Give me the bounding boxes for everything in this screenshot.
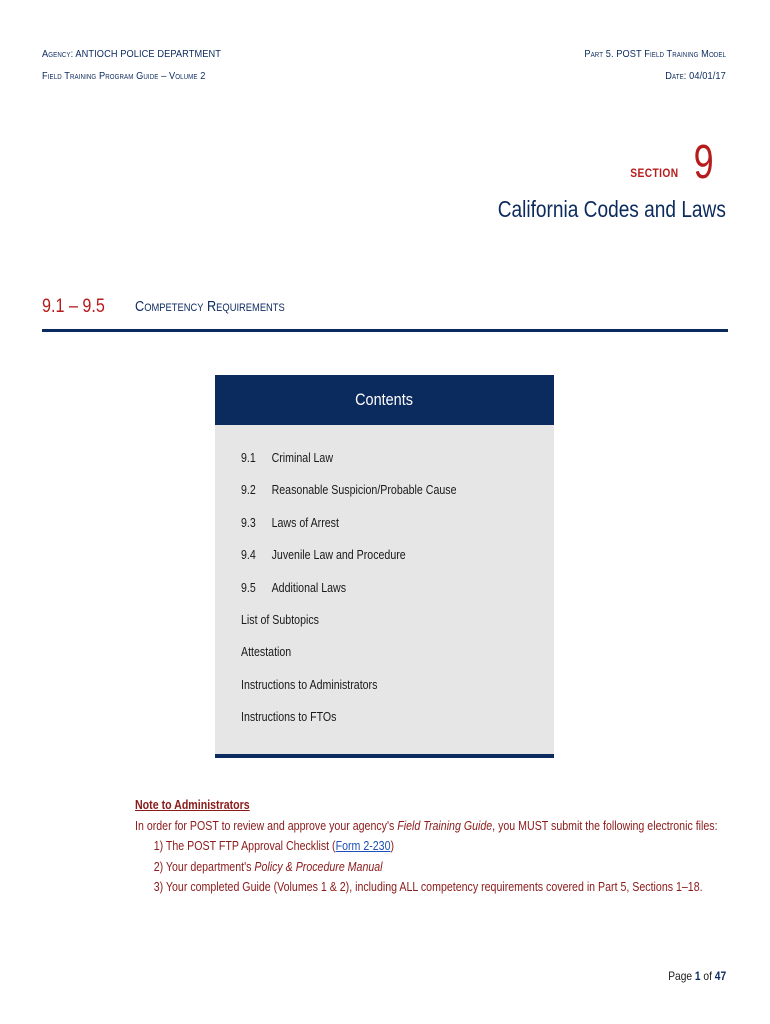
toc-item[interactable]: [241, 516, 554, 548]
note-intro: In order for POST to review and approve your agency's Field Training Guide, you MUST submit the following electronic files:: [135, 818, 718, 833]
competency-heading: [42, 296, 728, 326]
toc-label: Instructions to Administrators: [241, 677, 378, 692]
toc-number: 9.1: [241, 451, 256, 465]
date-label: Date:: [665, 70, 687, 82]
page-footer: [668, 969, 726, 983]
competency-title: Competency Requirements: [135, 298, 285, 315]
toc-label: Additional Laws: [271, 580, 347, 595]
toc-label: Laws of Arrest: [271, 515, 339, 530]
toc-number: 9.3: [241, 515, 256, 530]
competency-range: 9.1 – 9.5: [42, 296, 105, 317]
contents-heading: Contents: [355, 390, 414, 409]
header-agency: [42, 48, 221, 60]
toc-item[interactable]: [241, 451, 554, 483]
toc-number: 9.2: [241, 483, 256, 498]
toc-item[interactable]: [241, 483, 554, 515]
section-title: California Codes and Laws: [497, 196, 726, 222]
contents-header: [215, 375, 554, 425]
toc-label: Instructions to FTOs: [241, 710, 337, 725]
agency-label: Agency:: [42, 48, 74, 60]
header-date: [665, 70, 726, 82]
section-number: 9: [693, 136, 714, 189]
note-item: 2) Your department's Policy & Procedure Manual: [153, 859, 383, 874]
page-total: 47: [714, 969, 726, 983]
date-value: 04/01/17: [689, 70, 726, 82]
toc-label: Attestation: [241, 645, 292, 660]
of-label: of: [703, 969, 712, 983]
toc-number: 9.5: [241, 580, 256, 595]
note-to-administrators: [135, 798, 735, 901]
toc-item[interactable]: [241, 710, 554, 742]
note-item: 1) The POST FTP Approval Checklist (Form 2-230): [153, 839, 395, 853]
section-word: SECTION: [630, 166, 680, 180]
note-file-list: [135, 839, 735, 901]
toc-item[interactable]: [241, 678, 554, 710]
toc-item[interactable]: [241, 548, 554, 580]
toc-label: Criminal Law: [271, 451, 334, 465]
part-title: Part 5. POST Field Training Model: [584, 48, 726, 60]
contents-box: [215, 375, 554, 758]
heading-divider: [42, 329, 728, 332]
page-number: 1: [694, 969, 701, 983]
toc-label: List of Subtopics: [241, 612, 319, 627]
toc-label: Juvenile Law and Procedure: [271, 548, 406, 563]
guide-title: Field Training Program Guide – Volume 2: [42, 70, 206, 82]
toc-label: Reasonable Suspicion/Probable Cause: [271, 483, 457, 498]
toc-item[interactable]: [241, 581, 554, 613]
contents-list: [215, 425, 554, 743]
agency-name: ANTIOCH POLICE DEPARTMENT: [75, 48, 222, 60]
toc-item[interactable]: [241, 645, 554, 677]
page-label: Page: [668, 969, 692, 983]
toc-number: 9.4: [241, 548, 256, 563]
toc-item[interactable]: [241, 613, 554, 645]
note-title: Note to Administrators: [135, 798, 250, 812]
form-link[interactable]: Form 2-230: [335, 839, 391, 853]
section-label: [626, 136, 714, 189]
note-item: 3) Your completed Guide (Volumes 1 & 2), including ALL competency requirements covered in Part 5, Sections 1–18.: [153, 880, 703, 894]
